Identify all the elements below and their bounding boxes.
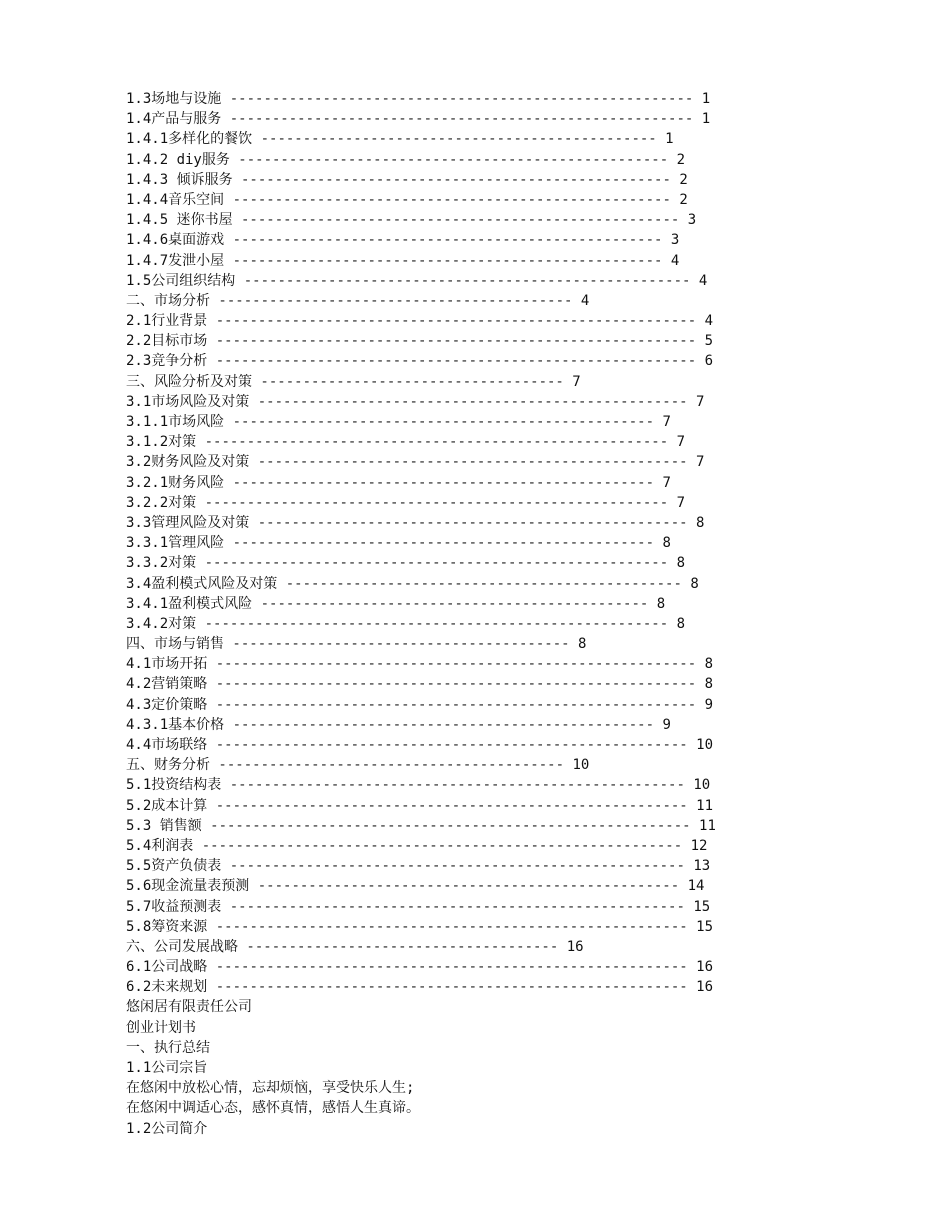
toc-page-number: 4 [670,252,680,269]
toc-page-number: 11 [699,817,716,834]
toc-page-number: 10 [693,777,711,794]
toc-entry[interactable] [126,311,846,331]
toc-entry-title: 4.4市场联络 [126,737,208,753]
toc-leader: ---------------------------------------------- [252,595,657,612]
toc-entry[interactable] [126,251,846,271]
toc-entry[interactable] [126,634,846,654]
document-title-line: 创业计划书 [126,1019,196,1036]
toc-leader: --------------------------------------------------- [229,151,677,168]
toc-entry[interactable] [126,816,846,836]
toc-page-number: 13 [693,858,711,875]
toc-entry[interactable] [126,553,846,573]
toc-page-number: 3 [670,232,680,249]
toc-page-number: 9 [662,716,671,733]
toc-leader: --------------------------------------------------------- [201,817,700,834]
toc-entry-title: 1.4.2 diy服务 [126,151,230,168]
toc-entry[interactable] [126,897,846,917]
toc-entry-title: 1.4.3 倾诉服务 [126,171,233,188]
toc-leader: ----------------------------------------- [210,757,573,774]
toc-page-number: 8 [662,535,671,552]
toc-entry-title: 3.4.2对策 [126,615,197,632]
toc-page-number: 7 [662,474,671,491]
toc-entry[interactable] [126,755,846,775]
toc-page-number: 14 [687,878,705,895]
toc-leader: --------------------------------------------------------- [207,313,705,330]
toc-page-number: 10 [696,737,714,753]
toc-entry-title: 1.5公司组织结构 [126,272,236,289]
toc-page-number: 7 [572,373,581,390]
toc-page-number: 16 [696,979,714,996]
toc-page-number: 2 [676,151,686,168]
toc-page-number: 6 [704,353,714,370]
toc-entry-title: 4.3定价策略 [126,696,208,713]
toc-leader: -------------------------------------------------------- [207,959,697,976]
toc-entry[interactable] [126,654,846,674]
toc-page-number: 16 [566,938,584,955]
toc-entry-title: 5.6现金流量表预测 [126,878,250,895]
toc-leader: -------------------------------------------------- [224,414,663,430]
toc-leader: --------------------------------------------------- [224,252,671,269]
toc-entry-title: 五、财务分析 [126,757,210,774]
toc-entry-title: 3.4.1盈利模式风险 [126,595,253,612]
toc-page-number: 5 [704,333,714,350]
toc-leader: ------------------------------------------------------- [196,494,677,511]
toc-entry[interactable] [126,614,846,634]
toc-leader: ------------------------------------------------------- [196,615,677,632]
toc-entry[interactable] [126,674,846,694]
toc-entry[interactable] [126,937,846,957]
toc-entry[interactable] [126,331,846,351]
toc-entry[interactable] [126,452,846,472]
toc-leader: -------------------------------------------------- [249,878,688,895]
toc-leader: --------------------------------------------------------- [207,696,705,713]
toc-page-number: 8 [704,656,714,673]
toc-entry-title: 5.7收益预测表 [126,898,222,915]
toc-leader: ------------------------------------------ [210,292,581,309]
toc-entry[interactable] [126,230,846,250]
toc-leader: --------------------------------------------------- [249,454,697,471]
toc-entry-title: 3.3管理风险及对策 [126,514,250,531]
section-heading: 1.1公司宗旨 [126,1060,208,1076]
toc-leader: ----------------------------------------------- [252,131,666,148]
toc-entry[interactable] [126,957,846,977]
toc-entry-title: 2.3竞争分析 [126,353,208,370]
toc-entry-title: 3.2财务风险及对策 [126,454,250,471]
toc-leader: --------------------------------------------------------- [193,837,691,854]
paragraph-line: 在悠闲中放松心情，忘却烦恼，享受快乐人生; [126,1080,415,1097]
toc-page-number: 16 [696,959,714,976]
toc-page-number: 11 [696,797,714,814]
toc-page-number: 9 [704,696,714,713]
toc-entry-title: 2.1行业背景 [126,313,208,330]
toc-entry-title: 6.2未来规划 [126,979,208,996]
toc-entry-title: 1.4.6桌面游戏 [126,232,225,249]
toc-leader: ---------------------------------------------------- [224,191,680,208]
toc-entry[interactable] [126,836,846,856]
toc-entry-title: 3.2.2对策 [126,494,197,511]
toc-entry-title: 3.1.2对策 [126,434,197,451]
toc-page-number: 7 [696,393,705,410]
toc-entry[interactable] [126,473,846,493]
toc-page-number: 3 [687,212,697,229]
toc-entry[interactable] [126,89,846,109]
toc-leader: -------------------------------------------------------- [207,979,697,996]
toc-entry-title: 1.4.5 迷你书屋 [126,212,233,229]
toc-page-number: 10 [572,757,590,774]
toc-leader: --------------------------------------------------------- [207,676,705,693]
toc-page-number: 4 [580,292,590,309]
toc-page-number: 8 [656,595,666,612]
toc-entry-title: 4.2营销策略 [126,676,208,693]
toc-page-number: 7 [696,454,705,471]
toc-page-number: 7 [662,414,671,430]
toc-leader: ------------------------------------------------------ [221,777,694,794]
toc-page-number: 8 [676,615,686,632]
toc-page-number: 2 [679,191,688,208]
toc-entry-title: 3.3.1管理风险 [126,535,225,552]
toc-entry[interactable] [126,533,846,553]
toc-leader: ----------------------------------------------- [277,575,691,592]
toc-leader: -------------------------------------------------- [224,474,663,491]
toc-entry-title: 四、市场与销售 [126,636,224,653]
toc-leader: ------------------------------------------------------- [196,555,677,572]
toc-entry[interactable] [126,513,846,533]
toc-entry[interactable] [126,977,846,997]
toc-page-number: 15 [693,898,711,915]
toc-leader: ---------------------------------------- [224,636,579,653]
toc-entry-title: 三、风险分析及对策 [126,373,252,390]
toc-leader: --------------------------------------------------------- [207,353,705,370]
toc-entry-title: 3.1市场风险及对策 [126,393,250,410]
toc-entry-title: 1.3场地与设施 [126,91,222,107]
toc-entry-title: 5.5资产负债表 [126,858,222,875]
toc-entry-title: 二、市场分析 [126,292,210,309]
toc-leader: -------------------------------------------------------- [207,797,697,814]
toc-page-number: 4 [698,272,708,289]
toc-entry[interactable] [126,493,846,513]
toc-entry[interactable] [126,917,846,937]
toc-entry-title: 3.2.1财务风险 [126,474,225,491]
toc-entry[interactable] [126,210,846,230]
toc-page-number: 1 [701,111,711,128]
toc-page-number: 8 [690,575,699,592]
toc-page-number: 12 [690,837,708,854]
toc-entry[interactable] [126,392,846,412]
toc-page-number: 15 [696,918,714,935]
toc-entry[interactable] [126,876,846,896]
toc-entry[interactable] [126,291,846,311]
toc-leader: -------------------------------------------------- [224,535,663,552]
toc-leader: ------------------------------------- [238,938,567,955]
toc-leader: ------------------------------------------------------- [221,91,702,107]
document-title-line: 悠闲居有限责任公司 [126,999,252,1016]
toc-page-number: 4 [704,313,714,330]
toc-entry-title: 1.4.7发泄小屋 [126,252,225,269]
toc-leader: ------------------------------------------------------- [196,434,677,451]
toc-entry-title: 3.1.1市场风险 [126,414,225,430]
toc-entry[interactable] [126,775,846,795]
toc-leader: ------------------------------------------------------- [221,111,702,128]
toc-leader: ----------------------------------------------------- [235,272,699,289]
section-heading: 1.2公司简介 [126,1120,208,1137]
toc-entry[interactable] [126,594,846,614]
toc-page-number: 8 [578,636,587,653]
table-of-contents [126,89,846,997]
toc-entry[interactable] [126,271,846,291]
toc-entry-title: 1.4.4音乐空间 [126,191,225,208]
toc-leader: -------------------------------------------------------- [207,918,697,935]
toc-page-number: 2 [679,171,688,188]
toc-entry-title: 5.2成本计算 [126,797,208,814]
section-heading: 一、执行总结 [126,1039,210,1056]
toc-page-number: 7 [676,434,686,451]
toc-entry[interactable] [126,432,846,452]
toc-entry[interactable] [126,109,846,129]
toc-leader: --------------------------------------------------- [232,171,680,188]
toc-leader: --------------------------------------------------- [224,232,671,249]
toc-entry-title: 4.1市场开拓 [126,656,208,673]
toc-entry-title: 4.3.1基本价格 [126,716,225,733]
paragraph-line: 在悠闲中调适心态，感怀真情，感悟人生真谛。 [126,1100,420,1117]
toc-entry-title: 1.4.1多样化的餐饮 [126,131,253,148]
toc-entry[interactable] [126,796,846,816]
toc-leader: --------------------------------------------------- [249,393,697,410]
toc-leader: ------------------------------------ [252,373,573,390]
toc-page-number: 7 [676,494,686,511]
toc-leader: ------------------------------------------------------ [221,858,694,875]
toc-leader: ------------------------------------------------------ [221,898,694,915]
toc-entry[interactable] [126,412,846,432]
toc-entry[interactable] [126,150,846,170]
toc-leader: -------------------------------------------------------- [207,737,697,753]
toc-leader: --------------------------------------------------- [249,514,697,531]
toc-entry-title: 5.3 销售额 [126,817,202,834]
toc-entry[interactable] [126,351,846,371]
toc-page-number: 1 [665,131,674,148]
toc-entry-title: 2.2目标市场 [126,333,208,350]
toc-entry[interactable] [126,372,846,392]
toc-page-number: 8 [696,514,705,531]
toc-leader: --------------------------------------------------------- [207,656,705,673]
toc-entry[interactable] [126,170,846,190]
toc-page-number: 8 [704,676,714,693]
document-body [126,997,846,1138]
toc-entry-title: 5.8筹资来源 [126,918,208,935]
toc-page-number: 8 [676,555,686,572]
toc-leader: --------------------------------------------------------- [207,333,705,350]
toc-entry[interactable] [126,695,846,715]
toc-entry-title: 5.1投资结构表 [126,777,222,794]
toc-entry-title: 3.4盈利模式风险及对策 [126,575,278,592]
toc-entry[interactable] [126,735,846,755]
toc-entry[interactable] [126,129,846,149]
toc-entry[interactable] [126,715,846,735]
toc-entry[interactable] [126,856,846,876]
toc-leader: -------------------------------------------------- [224,716,663,733]
toc-entry-title: 6.1公司战略 [126,959,208,976]
toc-entry-title: 5.4利润表 [126,837,194,854]
toc-entry-title: 3.3.2对策 [126,555,197,572]
toc-entry[interactable] [126,190,846,210]
toc-entry-title: 六、公司发展战略 [126,938,238,955]
toc-entry-title: 1.4产品与服务 [126,111,222,128]
toc-entry[interactable] [126,574,846,594]
toc-page-number: 1 [701,91,711,107]
document-page [126,89,846,1139]
toc-leader: ---------------------------------------------------- [232,212,688,229]
